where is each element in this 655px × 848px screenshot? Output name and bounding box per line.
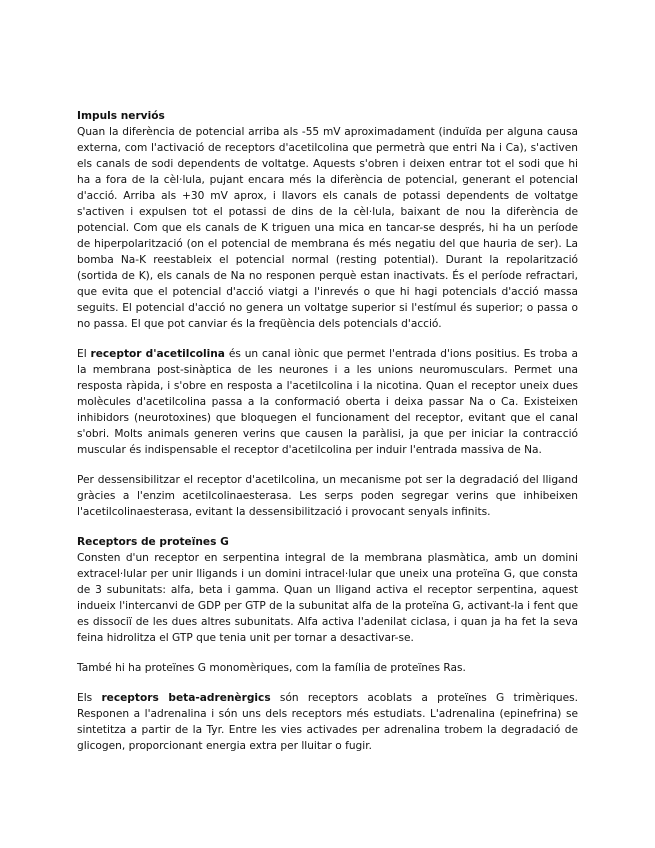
text-body: és un canal iònic que permet l'entrada d'ions positius. Es troba a la membrana post-sinàptica de les neurones i a les unions neuromusculars. Permet una resposta ràpida, i s'obre en resposta a l'acetilcolina i la nicotina. Quan el receptor uneix dues molècules d'acetilcolina passa a la conformació oberta i deixa passar Na o Ca. Existeixen inhibidors (neurotoxines) que bloquegen el funcionament del receptor, evitant que el canal s'obri. Molts animals generen verins que causen la paràlisi, ja que per iniciar la contracció muscular és indispensable el receptor d'acetilcolina per induir l'entrada massiva de Na. [77, 348, 578, 456]
heading-receptors-proteines-g: Receptors de proteïnes G [77, 536, 229, 548]
text-body: són receptors acoblats a proteïnes G trimèriques. Responen a l'adrenalina i són uns dels receptors més estudiats. L'adrenalina (epinefrina) se sintetitza a partir de la Tyr. Entre les vies activades per adrenalina trobem la degradació de glicogen, proporcionant energia extra per lluitar o fugir. [77, 692, 578, 752]
spacer [77, 332, 578, 346]
text-prefix: Els [77, 692, 102, 704]
spacer [77, 676, 578, 690]
text-prefix: El [77, 348, 91, 360]
term-receptors-beta-adrenergics: receptors beta-adrenèrgics [101, 692, 271, 704]
paragraph-dessensibilitzar: Per dessensibilitzar el receptor d'acetilcolina, un mecanisme pot ser la degradació del lligand gràcies a l'enzim acetilcolinaesterasa. Les serps poden segregar verins que inhibeixen l'acetilcolinaesterasa, evitant la dessensibilització i provocant senyals infinits. [77, 474, 578, 518]
document-page [77, 108, 578, 754]
spacer [77, 458, 578, 472]
paragraph-impuls-nervios: Quan la diferència de potencial arriba als -55 mV aproximadament (induïda per alguna causa externa, com l'activació de receptors d'acetilcolina que permetrà que entri Na i Ca), s'activen els canals de sodi dependents de voltatge. Aquests s'obren i deixen entrar tot el sodi que hi ha a fora de la cèl·lula, pujant encara més la diferència de potencial, generant el potencial d'acció. Arriba als +30 mV aprox, i llavors els canals de potassi dependents de voltatge s'activen i expulsen tot el potassi de dins de la cèl·lula, baixant de nou la diferència de potencial. Com que els canals de K triguen una mica en tancar-se després, hi ha un període de hiperpolarització (on el potencial de membrana és més negatiu del que hauria de ser). La bomba Na-K reestableix el potencial normal (resting potential). Durant la repolarització (sortida de K), els canals de Na no responen perquè estan inactivats. És el període refractari, que evita que el potencial d'acció viatgi a l'inrevés o que hi hagi potencials d'acció massa seguits. El potencial d'acció no genera un voltatge superior si l'estímul és superior; o passa o no passa. El que pot canviar és la freqüència dels potencials d'acció. [77, 126, 578, 330]
spacer [77, 646, 578, 660]
spacer [77, 520, 578, 534]
paragraph-proteines-g-monomeriques: També hi ha proteïnes G monomèriques, com la família de proteïnes Ras. [77, 662, 466, 674]
term-receptor-acetilcolina: receptor d'acetilcolina [90, 348, 225, 360]
paragraph-receptor-acetilcolina [77, 346, 578, 458]
heading-impuls-nervios: Impuls nerviós [77, 110, 165, 122]
paragraph-receptors-beta-adrenergics [77, 690, 578, 754]
paragraph-receptors-proteines-g: Consten d'un receptor en serpentina integral de la membrana plasmàtica, amb un domini extracel·lular per unir lligands i un domini intracel·lular que uneix una proteïna G, que consta de 3 subunitats: alfa, beta i gamma. Quan un lligand activa el receptor serpentina, aquest indueix l'intercanvi de GDP per GTP de la subunitat alfa de la proteïna G, activant-la i fent que es dissociï de les dues altres subunitats. Alfa activa l'adenilat ciclasa, i quan ja ha fet la seva feina hidrolitza el GTP que tenia unit per tornar a desactivar-se. [77, 552, 578, 644]
